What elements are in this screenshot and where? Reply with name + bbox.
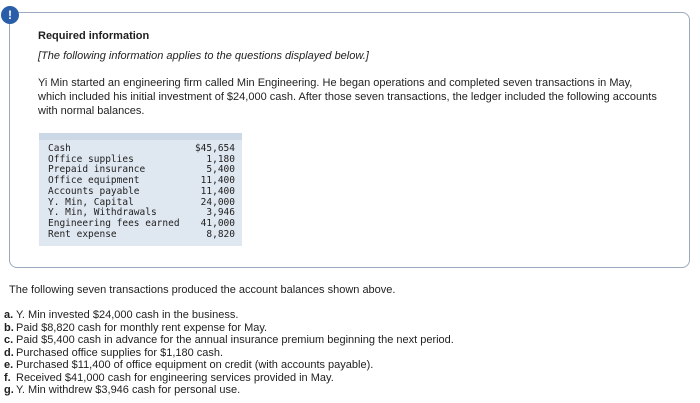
transactions-list: [4, 309, 454, 397]
list-item: [4, 309, 454, 322]
transaction-text: Purchased $11,400 of office equipment on credit (with accounts payable).: [16, 359, 374, 371]
applies-note: [The following information applies to the questions displayed below.]: [38, 50, 369, 62]
list-item: [4, 334, 454, 347]
transaction-letter: d.: [4, 346, 14, 359]
required-information-box: [9, 12, 690, 268]
transaction-letter: g.: [4, 384, 14, 396]
ledger-amount: 5,400: [206, 164, 235, 176]
transaction-text: Y. Min withdrew $3,946 cash for personal use.: [16, 384, 241, 396]
alert-icon: !: [1, 6, 19, 24]
ledger-account: Y. Min, Capital: [48, 196, 134, 208]
transaction-text: Received $41,000 cash for engineering services provided in May.: [16, 371, 334, 384]
list-item: [4, 347, 454, 360]
list-item: [4, 372, 454, 385]
ledger-account: Y. Min, Withdrawals: [48, 207, 157, 219]
ledger-amount: 24,000: [200, 196, 235, 208]
ledger-row: [48, 187, 235, 198]
transaction-letter: c.: [4, 334, 14, 346]
transaction-letter: b.: [4, 321, 14, 334]
list-item: [4, 384, 454, 397]
ledger-amount: 41,000: [200, 217, 235, 229]
list-item: [4, 322, 454, 335]
list-item: [4, 359, 454, 372]
transaction-text: Purchased office supplies for $1,180 cash.: [16, 346, 224, 359]
transactions-intro: The following seven transactions produced the account balances shown above.: [9, 284, 396, 296]
ledger-amount: 11,400: [200, 175, 235, 187]
ledger-amount: 3,946: [206, 207, 235, 219]
ledger-account: Prepaid insurance: [48, 164, 146, 176]
transaction-letter: f.: [4, 371, 11, 384]
ledger-table: [39, 133, 242, 246]
ledger-amount: 1,180: [206, 153, 235, 165]
transaction-text: Paid $5,400 cash in advance for the annual insurance premium beginning the next period.: [16, 334, 454, 346]
transaction-text: Y. Min invested $24,000 cash in the business.: [16, 309, 239, 321]
ledger-row: [48, 230, 235, 241]
ledger-amount: $45,654: [194, 143, 235, 154]
ledger-account: Office equipment: [48, 175, 140, 187]
transaction-letter: e.: [4, 359, 14, 371]
intro-paragraph: Yi Min started an engineering firm called Min Engineering. He began operations and completed seven transactions in May, which included his initial investment of $24,000 cash. After those seven transactions, the ledger included the following accounts with normal balances.: [38, 77, 657, 117]
ledger-account: Engineering fees earned: [48, 217, 180, 229]
required-info-title: Required information: [38, 30, 150, 42]
ledger-amount: 8,820: [206, 228, 235, 240]
ledger-account: Rent expense: [48, 228, 117, 240]
ledger-amount: 11,400: [200, 185, 235, 197]
ledger-account: Office supplies: [48, 153, 134, 165]
transaction-text: Paid $8,820 cash for monthly rent expense for May.: [16, 321, 268, 334]
ledger-account: Accounts payable: [48, 185, 140, 197]
transaction-letter: a.: [4, 309, 14, 321]
ledger-account: Cash: [48, 143, 71, 154]
